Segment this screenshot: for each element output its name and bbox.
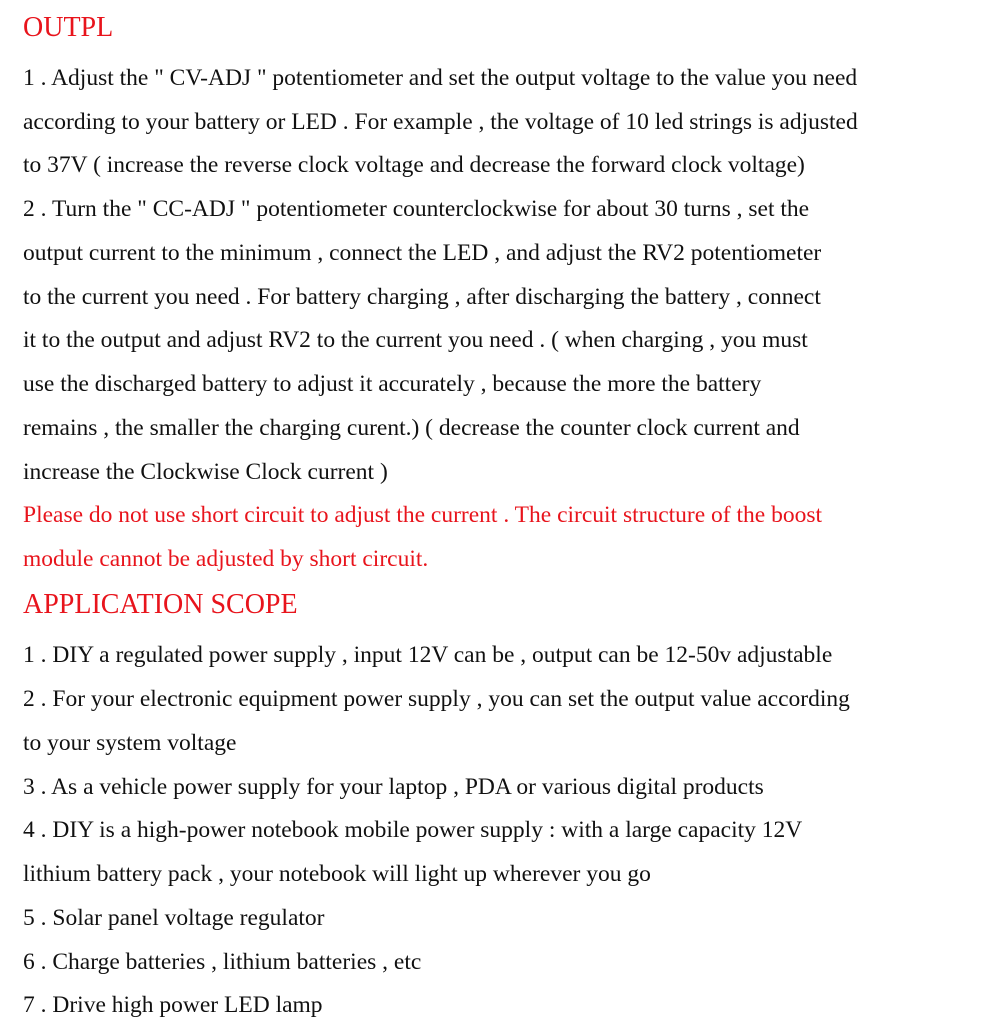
- scope-line: 4 . DIY is a high-power notebook mobile power supply : with a large capacity 12V: [23, 817, 803, 843]
- scope-line: 6 . Charge batteries , lithium batteries , etc: [23, 949, 422, 975]
- scope-line: 1 . DIY a regulated power supply , input 12V can be , output can be 12-50v adjustable: [23, 642, 833, 668]
- scope-line: 7 . Drive high power LED lamp: [23, 992, 323, 1018]
- outpl-heading: OUTPL: [23, 12, 114, 43]
- outpl-line: it to the output and adjust RV2 to the current you need . ( when charging , you must: [23, 327, 808, 353]
- warning-line: module cannot be adjusted by short circuit.: [23, 546, 429, 572]
- application-scope-heading: APPLICATION SCOPE: [23, 589, 298, 620]
- outpl-line: to 37V ( increase the reverse clock voltage and decrease the forward clock voltage): [23, 152, 805, 178]
- scope-line: lithium battery pack , your notebook will light up wherever you go: [23, 861, 651, 887]
- outpl-line: according to your battery or LED . For example , the voltage of 10 led strings is adjusted: [23, 109, 858, 135]
- outpl-line: use the discharged battery to adjust it accurately , because the more the battery: [23, 371, 762, 397]
- outpl-line: 2 . Turn the " CC-ADJ " potentiometer counterclockwise for about 30 turns , set the: [23, 196, 810, 222]
- outpl-line: increase the Clockwise Clock current ): [23, 459, 388, 485]
- scope-line: 5 . Solar panel voltage regulator: [23, 905, 325, 931]
- warning-line: Please do not use short circuit to adjust the current . The circuit structure of the boost: [23, 502, 823, 528]
- scope-line: 3 . As a vehicle power supply for your laptop , PDA or various digital products: [23, 774, 764, 800]
- outpl-line: remains , the smaller the charging curent.) ( decrease the counter clock current and: [23, 415, 800, 441]
- scope-line: 2 . For your electronic equipment power supply , you can set the output value according: [23, 686, 850, 712]
- scope-line: to your system voltage: [23, 730, 237, 756]
- outpl-line: output current to the minimum , connect the LED , and adjust the RV2 potentiometer: [23, 240, 822, 266]
- outpl-line: 1 . Adjust the " CV-ADJ " potentiometer and set the output voltage to the value you need: [23, 65, 858, 91]
- outpl-line: to the current you need . For battery charging , after discharging the battery , connect: [23, 284, 821, 310]
